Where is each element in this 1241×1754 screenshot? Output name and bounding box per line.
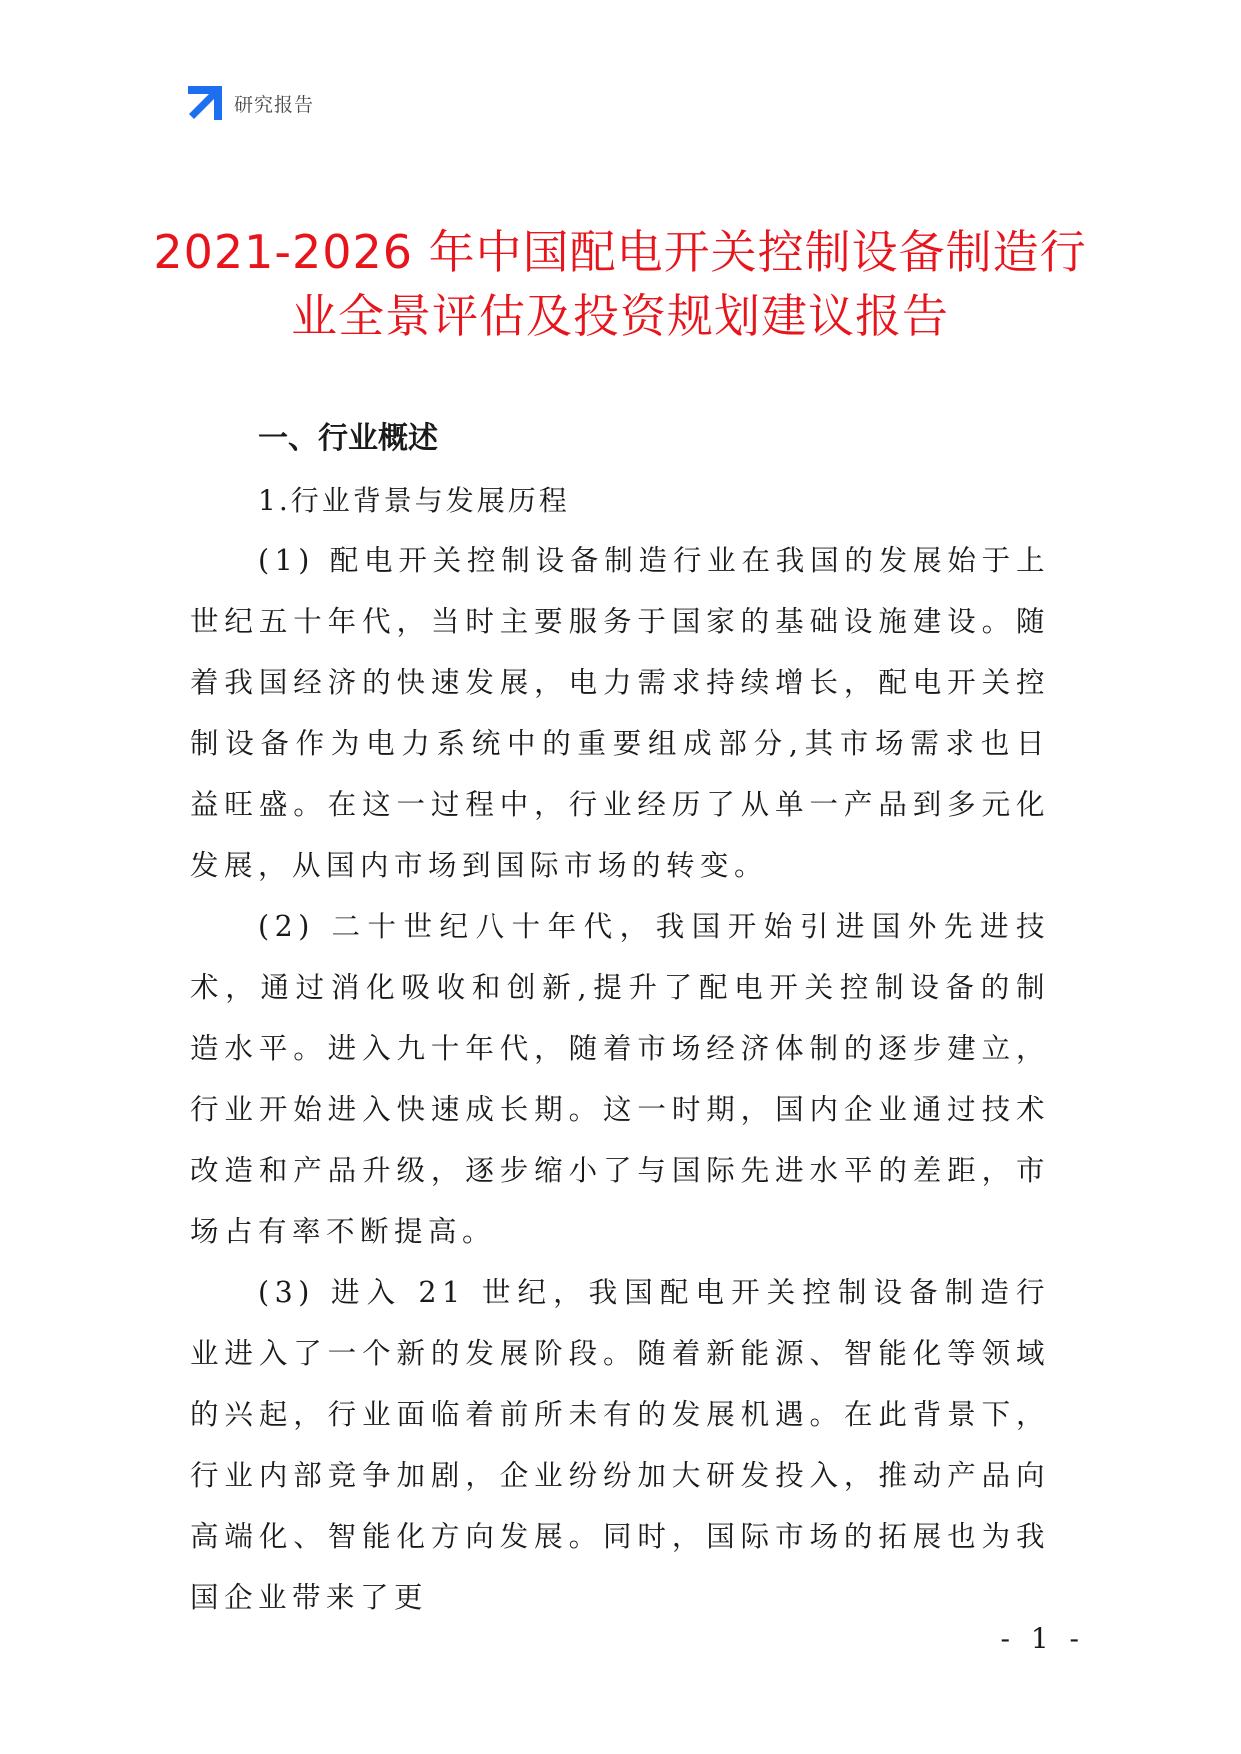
body-text	[190, 530, 1050, 1628]
paragraph-2: (2) 二十世纪八十年代，我国开始引进国外先进技术，通过消化吸收和创新,提升了配电开关控制设备的制造水平。进入九十年代，随着市场经济体制的逐步建立，行业开始进入快速成长期。这一时期，国内企业通过技术改造和产品升级，逐步缩小了与国际先进水平的差距，市场占有率不断提高。	[190, 910, 1050, 1248]
report-header	[188, 86, 314, 120]
page-number: - 1 -	[1000, 1622, 1085, 1655]
section-heading: 一、行业概述	[258, 421, 438, 456]
header-label: 研究报告	[234, 93, 315, 116]
paragraph-3: (3) 进入 21 世纪，我国配电开关控制设备制造行业进入了一个新的发展阶段。随着新能源、智能化等领域的兴起，行业面临着前所未有的发展机遇。在此背景下，行业内部竞争加剧，企业纷纷加大研发投入，推动产品向高端化、智能化方向发展。同时，国际市场的拓展也为我国企业带来了更	[190, 1276, 1050, 1614]
subsection-heading: 1.行业背景与发展历程	[258, 484, 570, 517]
arrow-up-right-icon	[188, 86, 222, 120]
report-title	[150, 220, 1090, 348]
title-line-1: 2021-2026 年中国配电开关控制设备制造行	[153, 225, 1087, 279]
title-line-2: 业全景评估及投资规划建议报告	[291, 289, 949, 343]
paragraph-1: (1) 配电开关控制设备制造行业在我国的发展始于上世纪五十年代，当时主要服务于国家的基础设施建设。随着我国经济的快速发展，电力需求持续增长，配电开关控制设备作为电力系统中的重要组成部分,其市场需求也日益旺盛。在这一过程中，行业经历了从单一产品到多元化发展，从国内市场到国际市场的转变。	[190, 544, 1050, 882]
